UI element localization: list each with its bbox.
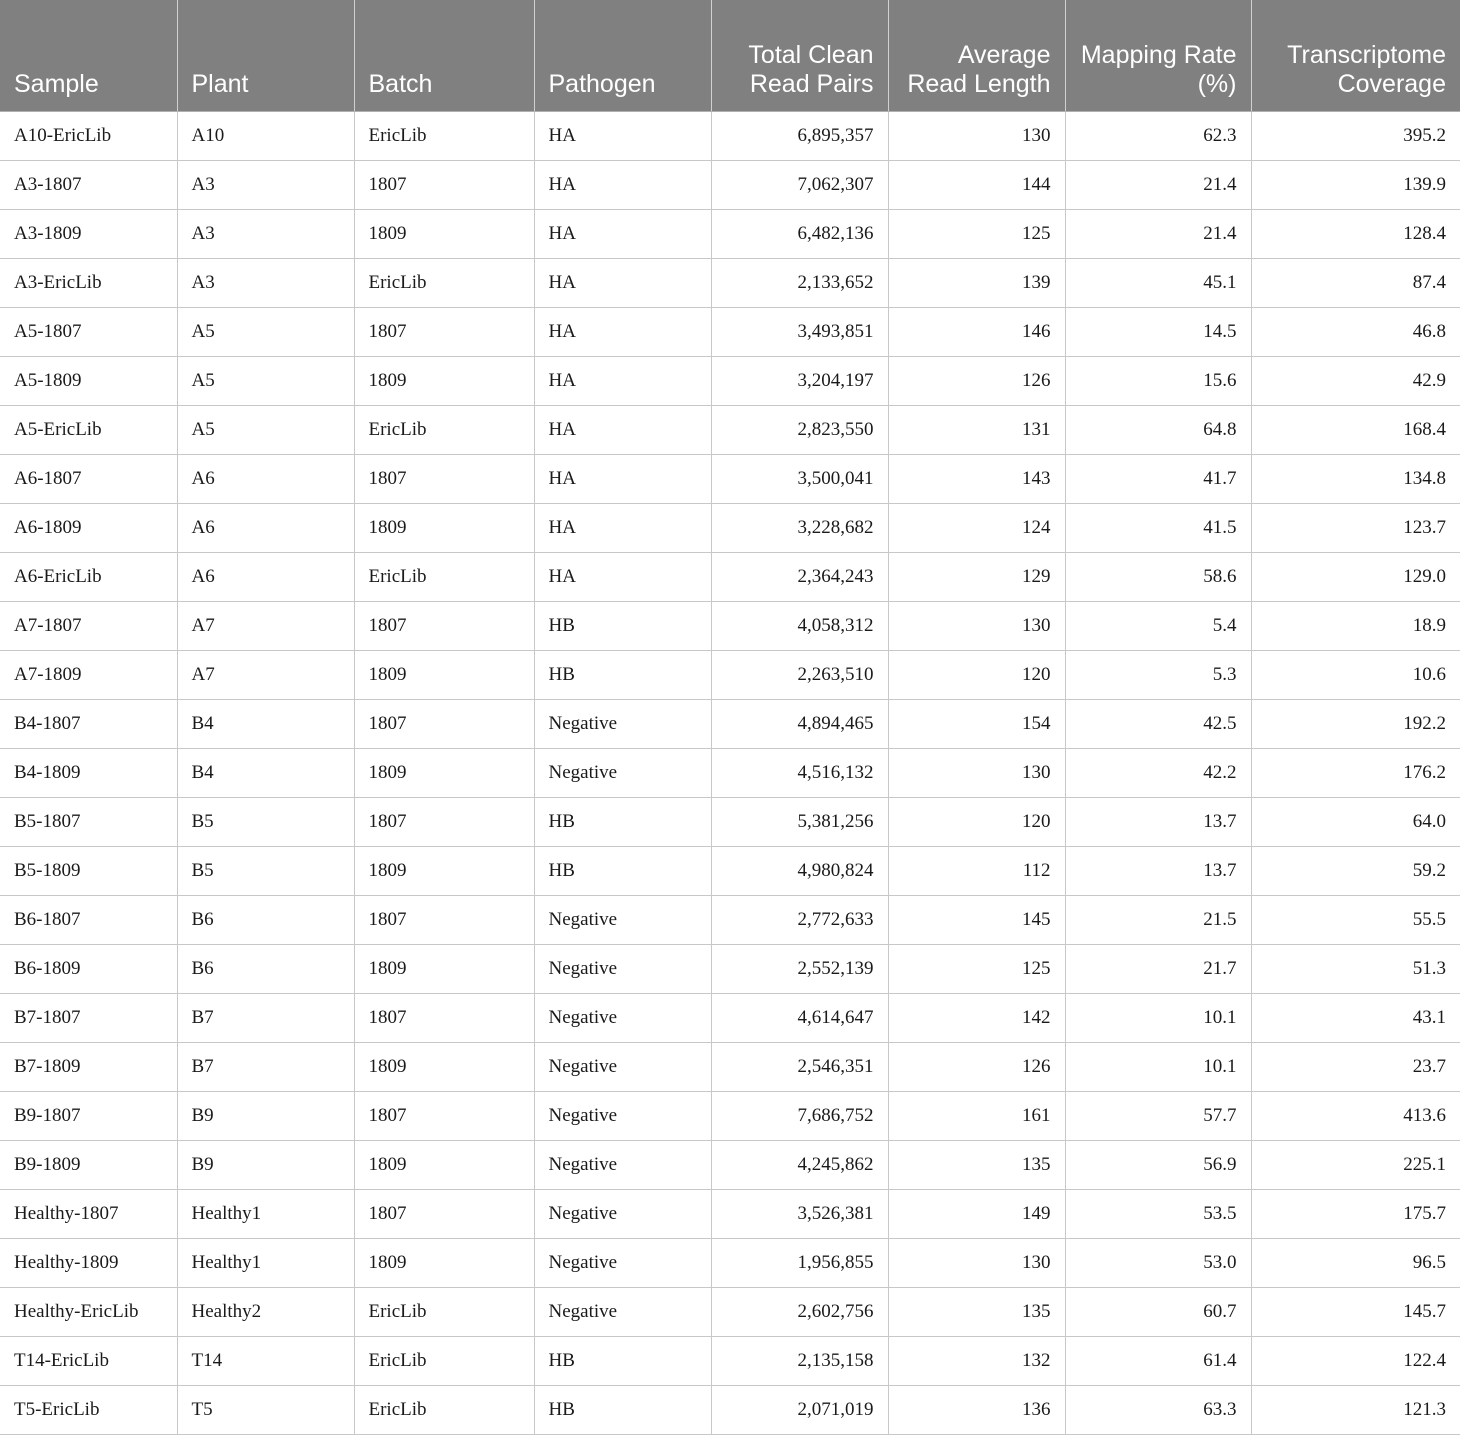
cell-total-clean-read-pairs: 4,058,312 — [711, 601, 888, 650]
table-row — [0, 650, 1460, 699]
cell-total-clean-read-pairs: 3,493,851 — [711, 307, 888, 356]
cell-sample: B7-1807 — [0, 993, 177, 1042]
cell-sample: B7-1809 — [0, 1042, 177, 1091]
cell-sample: B5-1807 — [0, 797, 177, 846]
cell-plant: B5 — [177, 846, 354, 895]
cell-transcriptome-coverage: 129.0 — [1251, 552, 1460, 601]
cell-transcriptome-coverage: 168.4 — [1251, 405, 1460, 454]
cell-total-clean-read-pairs: 6,895,357 — [711, 111, 888, 160]
cell-plant: A10 — [177, 111, 354, 160]
cell-transcriptome-coverage: 128.4 — [1251, 209, 1460, 258]
cell-total-clean-read-pairs: 7,686,752 — [711, 1091, 888, 1140]
cell-average-read-length: 144 — [888, 160, 1065, 209]
cell-pathogen: HA — [534, 503, 711, 552]
table-row — [0, 160, 1460, 209]
cell-pathogen: HA — [534, 356, 711, 405]
header-sample: Sample — [0, 0, 177, 111]
cell-sample: A10-EricLib — [0, 111, 177, 160]
table-row — [0, 797, 1460, 846]
cell-transcriptome-coverage: 123.7 — [1251, 503, 1460, 552]
cell-total-clean-read-pairs: 2,263,510 — [711, 650, 888, 699]
cell-pathogen: Negative — [534, 699, 711, 748]
cell-batch: EricLib — [354, 552, 534, 601]
table-row — [0, 846, 1460, 895]
cell-mapping-rate: 42.2 — [1065, 748, 1251, 797]
cell-mapping-rate: 14.5 — [1065, 307, 1251, 356]
header-batch: Batch — [354, 0, 534, 111]
cell-average-read-length: 125 — [888, 944, 1065, 993]
cell-batch: EricLib — [354, 1287, 534, 1336]
cell-mapping-rate: 15.6 — [1065, 356, 1251, 405]
table-row — [0, 1238, 1460, 1287]
cell-total-clean-read-pairs: 2,772,633 — [711, 895, 888, 944]
table-row — [0, 1287, 1460, 1336]
table-row — [0, 944, 1460, 993]
cell-total-clean-read-pairs: 4,980,824 — [711, 846, 888, 895]
table-row — [0, 503, 1460, 552]
cell-average-read-length: 130 — [888, 748, 1065, 797]
cell-sample: B6-1807 — [0, 895, 177, 944]
cell-plant: B9 — [177, 1091, 354, 1140]
cell-total-clean-read-pairs: 4,516,132 — [711, 748, 888, 797]
cell-mapping-rate: 13.7 — [1065, 846, 1251, 895]
cell-pathogen: HB — [534, 650, 711, 699]
cell-pathogen: Negative — [534, 993, 711, 1042]
cell-pathogen: HB — [534, 797, 711, 846]
table-row — [0, 699, 1460, 748]
cell-plant: B6 — [177, 944, 354, 993]
cell-pathogen: HB — [534, 601, 711, 650]
cell-mapping-rate: 60.7 — [1065, 1287, 1251, 1336]
cell-transcriptome-coverage: 134.8 — [1251, 454, 1460, 503]
cell-mapping-rate: 5.3 — [1065, 650, 1251, 699]
cell-mapping-rate: 56.9 — [1065, 1140, 1251, 1189]
cell-average-read-length: 149 — [888, 1189, 1065, 1238]
cell-average-read-length: 154 — [888, 699, 1065, 748]
cell-average-read-length: 136 — [888, 1385, 1065, 1434]
cell-average-read-length: 135 — [888, 1287, 1065, 1336]
table-row — [0, 405, 1460, 454]
cell-sample: T14-EricLib — [0, 1336, 177, 1385]
header-row — [0, 0, 1460, 111]
cell-sample: A7-1807 — [0, 601, 177, 650]
cell-sample: Healthy-EricLib — [0, 1287, 177, 1336]
cell-transcriptome-coverage: 18.9 — [1251, 601, 1460, 650]
cell-total-clean-read-pairs: 2,823,550 — [711, 405, 888, 454]
cell-transcriptome-coverage: 43.1 — [1251, 993, 1460, 1042]
cell-transcriptome-coverage: 176.2 — [1251, 748, 1460, 797]
cell-transcriptome-coverage: 145.7 — [1251, 1287, 1460, 1336]
cell-average-read-length: 132 — [888, 1336, 1065, 1385]
cell-average-read-length: 139 — [888, 258, 1065, 307]
cell-batch: 1809 — [354, 356, 534, 405]
cell-average-read-length: 142 — [888, 993, 1065, 1042]
cell-pathogen: Negative — [534, 1091, 711, 1140]
cell-batch: EricLib — [354, 1336, 534, 1385]
cell-batch: 1809 — [354, 1042, 534, 1091]
cell-plant: T5 — [177, 1385, 354, 1434]
header-average-read-length: Average Read Length — [888, 0, 1065, 111]
table-row — [0, 1385, 1460, 1434]
cell-plant: A3 — [177, 258, 354, 307]
cell-mapping-rate: 10.1 — [1065, 993, 1251, 1042]
cell-plant: A5 — [177, 307, 354, 356]
cell-pathogen: HA — [534, 111, 711, 160]
table-header — [0, 0, 1460, 111]
cell-transcriptome-coverage: 225.1 — [1251, 1140, 1460, 1189]
table-row — [0, 307, 1460, 356]
cell-total-clean-read-pairs: 4,614,647 — [711, 993, 888, 1042]
cell-pathogen: HA — [534, 307, 711, 356]
cell-batch: 1807 — [354, 699, 534, 748]
cell-mapping-rate: 21.4 — [1065, 209, 1251, 258]
cell-total-clean-read-pairs: 2,133,652 — [711, 258, 888, 307]
cell-average-read-length: 130 — [888, 1238, 1065, 1287]
cell-sample: A3-EricLib — [0, 258, 177, 307]
cell-mapping-rate: 64.8 — [1065, 405, 1251, 454]
table-row — [0, 111, 1460, 160]
table-row — [0, 1042, 1460, 1091]
cell-plant: B4 — [177, 748, 354, 797]
cell-total-clean-read-pairs: 2,135,158 — [711, 1336, 888, 1385]
cell-batch: 1807 — [354, 797, 534, 846]
cell-sample: Healthy-1809 — [0, 1238, 177, 1287]
cell-plant: Healthy2 — [177, 1287, 354, 1336]
cell-average-read-length: 125 — [888, 209, 1065, 258]
cell-total-clean-read-pairs: 2,552,139 — [711, 944, 888, 993]
cell-sample: Healthy-1807 — [0, 1189, 177, 1238]
cell-average-read-length: 135 — [888, 1140, 1065, 1189]
cell-plant: T14 — [177, 1336, 354, 1385]
cell-plant: A6 — [177, 552, 354, 601]
cell-sample: B4-1807 — [0, 699, 177, 748]
table-row — [0, 1091, 1460, 1140]
cell-batch: 1809 — [354, 1140, 534, 1189]
cell-average-read-length: 143 — [888, 454, 1065, 503]
cell-mapping-rate: 5.4 — [1065, 601, 1251, 650]
table-row — [0, 895, 1460, 944]
cell-batch: 1809 — [354, 748, 534, 797]
cell-total-clean-read-pairs: 4,245,862 — [711, 1140, 888, 1189]
cell-mapping-rate: 62.3 — [1065, 111, 1251, 160]
cell-mapping-rate: 21.5 — [1065, 895, 1251, 944]
table-row — [0, 993, 1460, 1042]
header-pathogen: Pathogen — [534, 0, 711, 111]
cell-pathogen: Negative — [534, 1140, 711, 1189]
cell-pathogen: HA — [534, 209, 711, 258]
cell-sample: A7-1809 — [0, 650, 177, 699]
header-total-clean-read-pairs: Total Clean Read Pairs — [711, 0, 888, 111]
cell-pathogen: HB — [534, 846, 711, 895]
table-row — [0, 601, 1460, 650]
cell-sample: A6-1809 — [0, 503, 177, 552]
header-plant: Plant — [177, 0, 354, 111]
cell-sample: B9-1809 — [0, 1140, 177, 1189]
cell-total-clean-read-pairs: 3,204,197 — [711, 356, 888, 405]
cell-sample: T5-EricLib — [0, 1385, 177, 1434]
cell-average-read-length: 120 — [888, 797, 1065, 846]
cell-sample: A3-1809 — [0, 209, 177, 258]
cell-plant: A7 — [177, 650, 354, 699]
cell-pathogen: HA — [534, 405, 711, 454]
cell-transcriptome-coverage: 64.0 — [1251, 797, 1460, 846]
cell-pathogen: Negative — [534, 944, 711, 993]
cell-batch: EricLib — [354, 258, 534, 307]
cell-batch: 1809 — [354, 209, 534, 258]
cell-transcriptome-coverage: 192.2 — [1251, 699, 1460, 748]
cell-plant: B5 — [177, 797, 354, 846]
cell-total-clean-read-pairs: 6,482,136 — [711, 209, 888, 258]
cell-pathogen: HA — [534, 552, 711, 601]
cell-pathogen: HA — [534, 160, 711, 209]
cell-plant: Healthy1 — [177, 1189, 354, 1238]
cell-transcriptome-coverage: 55.5 — [1251, 895, 1460, 944]
cell-plant: A3 — [177, 209, 354, 258]
cell-batch: EricLib — [354, 111, 534, 160]
cell-plant: A6 — [177, 454, 354, 503]
cell-transcriptome-coverage: 10.6 — [1251, 650, 1460, 699]
cell-pathogen: Negative — [534, 1189, 711, 1238]
cell-batch: EricLib — [354, 1385, 534, 1434]
cell-sample: B5-1809 — [0, 846, 177, 895]
cell-transcriptome-coverage: 139.9 — [1251, 160, 1460, 209]
table-row — [0, 1336, 1460, 1385]
cell-pathogen: Negative — [534, 895, 711, 944]
cell-total-clean-read-pairs: 2,071,019 — [711, 1385, 888, 1434]
cell-pathogen: HA — [534, 454, 711, 503]
cell-average-read-length: 145 — [888, 895, 1065, 944]
cell-mapping-rate: 41.7 — [1065, 454, 1251, 503]
cell-mapping-rate: 21.4 — [1065, 160, 1251, 209]
cell-pathogen: HB — [534, 1385, 711, 1434]
cell-batch: 1807 — [354, 895, 534, 944]
cell-pathogen: Negative — [534, 1287, 711, 1336]
cell-mapping-rate: 53.0 — [1065, 1238, 1251, 1287]
cell-pathogen: HA — [534, 258, 711, 307]
cell-batch: 1807 — [354, 993, 534, 1042]
cell-mapping-rate: 53.5 — [1065, 1189, 1251, 1238]
cell-plant: B9 — [177, 1140, 354, 1189]
cell-total-clean-read-pairs: 2,364,243 — [711, 552, 888, 601]
cell-mapping-rate: 57.7 — [1065, 1091, 1251, 1140]
table-row — [0, 454, 1460, 503]
cell-transcriptome-coverage: 87.4 — [1251, 258, 1460, 307]
cell-sample: A5-EricLib — [0, 405, 177, 454]
cell-transcriptome-coverage: 395.2 — [1251, 111, 1460, 160]
cell-mapping-rate: 63.3 — [1065, 1385, 1251, 1434]
table-row — [0, 209, 1460, 258]
cell-total-clean-read-pairs: 7,062,307 — [711, 160, 888, 209]
cell-plant: A6 — [177, 503, 354, 552]
cell-mapping-rate: 41.5 — [1065, 503, 1251, 552]
cell-transcriptome-coverage: 42.9 — [1251, 356, 1460, 405]
cell-mapping-rate: 58.6 — [1065, 552, 1251, 601]
cell-batch: EricLib — [354, 405, 534, 454]
cell-average-read-length: 126 — [888, 1042, 1065, 1091]
cell-total-clean-read-pairs: 2,602,756 — [711, 1287, 888, 1336]
cell-total-clean-read-pairs: 5,381,256 — [711, 797, 888, 846]
cell-plant: B4 — [177, 699, 354, 748]
cell-plant: Healthy1 — [177, 1238, 354, 1287]
cell-batch: 1807 — [354, 307, 534, 356]
cell-pathogen: HB — [534, 1336, 711, 1385]
cell-total-clean-read-pairs: 3,500,041 — [711, 454, 888, 503]
cell-batch: 1807 — [354, 1091, 534, 1140]
table-body — [0, 111, 1460, 1434]
table-row — [0, 258, 1460, 307]
cell-batch: 1809 — [354, 944, 534, 993]
cell-total-clean-read-pairs: 4,894,465 — [711, 699, 888, 748]
cell-average-read-length: 120 — [888, 650, 1065, 699]
cell-batch: 1809 — [354, 650, 534, 699]
cell-pathogen: Negative — [534, 748, 711, 797]
header-mapping-rate: Mapping Rate (%) — [1065, 0, 1251, 111]
cell-plant: A5 — [177, 356, 354, 405]
cell-plant: B6 — [177, 895, 354, 944]
cell-average-read-length: 112 — [888, 846, 1065, 895]
cell-batch: 1807 — [354, 454, 534, 503]
cell-plant: B7 — [177, 1042, 354, 1091]
cell-sample: B9-1807 — [0, 1091, 177, 1140]
cell-transcriptome-coverage: 122.4 — [1251, 1336, 1460, 1385]
cell-batch: 1807 — [354, 1189, 534, 1238]
cell-transcriptome-coverage: 121.3 — [1251, 1385, 1460, 1434]
cell-sample: A5-1809 — [0, 356, 177, 405]
cell-batch: 1809 — [354, 1238, 534, 1287]
cell-average-read-length: 124 — [888, 503, 1065, 552]
cell-plant: B7 — [177, 993, 354, 1042]
table-row — [0, 748, 1460, 797]
cell-transcriptome-coverage: 23.7 — [1251, 1042, 1460, 1091]
cell-sample: A3-1807 — [0, 160, 177, 209]
cell-sample: A5-1807 — [0, 307, 177, 356]
cell-sample: B4-1809 — [0, 748, 177, 797]
cell-transcriptome-coverage: 59.2 — [1251, 846, 1460, 895]
cell-total-clean-read-pairs: 2,546,351 — [711, 1042, 888, 1091]
cell-batch: 1809 — [354, 503, 534, 552]
cell-plant: A7 — [177, 601, 354, 650]
cell-transcriptome-coverage: 175.7 — [1251, 1189, 1460, 1238]
cell-average-read-length: 161 — [888, 1091, 1065, 1140]
cell-transcriptome-coverage: 96.5 — [1251, 1238, 1460, 1287]
cell-plant: A5 — [177, 405, 354, 454]
cell-batch: 1809 — [354, 846, 534, 895]
cell-average-read-length: 131 — [888, 405, 1065, 454]
cell-mapping-rate: 45.1 — [1065, 258, 1251, 307]
table-row — [0, 356, 1460, 405]
cell-plant: A3 — [177, 160, 354, 209]
cell-average-read-length: 126 — [888, 356, 1065, 405]
cell-sample: A6-1807 — [0, 454, 177, 503]
cell-average-read-length: 130 — [888, 601, 1065, 650]
table-row — [0, 1189, 1460, 1238]
cell-mapping-rate: 61.4 — [1065, 1336, 1251, 1385]
cell-transcriptome-coverage: 51.3 — [1251, 944, 1460, 993]
table-row — [0, 1140, 1460, 1189]
cell-mapping-rate: 13.7 — [1065, 797, 1251, 846]
cell-average-read-length: 130 — [888, 111, 1065, 160]
cell-total-clean-read-pairs: 1,956,855 — [711, 1238, 888, 1287]
cell-pathogen: Negative — [534, 1042, 711, 1091]
cell-batch: 1807 — [354, 601, 534, 650]
cell-average-read-length: 146 — [888, 307, 1065, 356]
cell-pathogen: Negative — [534, 1238, 711, 1287]
cell-transcriptome-coverage: 413.6 — [1251, 1091, 1460, 1140]
table-row — [0, 552, 1460, 601]
cell-mapping-rate: 10.1 — [1065, 1042, 1251, 1091]
cell-sample: B6-1809 — [0, 944, 177, 993]
cell-batch: 1807 — [354, 160, 534, 209]
cell-mapping-rate: 21.7 — [1065, 944, 1251, 993]
cell-mapping-rate: 42.5 — [1065, 699, 1251, 748]
cell-sample: A6-EricLib — [0, 552, 177, 601]
cell-average-read-length: 129 — [888, 552, 1065, 601]
cell-transcriptome-coverage: 46.8 — [1251, 307, 1460, 356]
cell-total-clean-read-pairs: 3,228,682 — [711, 503, 888, 552]
header-transcriptome-coverage: Transcriptome Coverage — [1251, 0, 1460, 111]
cell-total-clean-read-pairs: 3,526,381 — [711, 1189, 888, 1238]
